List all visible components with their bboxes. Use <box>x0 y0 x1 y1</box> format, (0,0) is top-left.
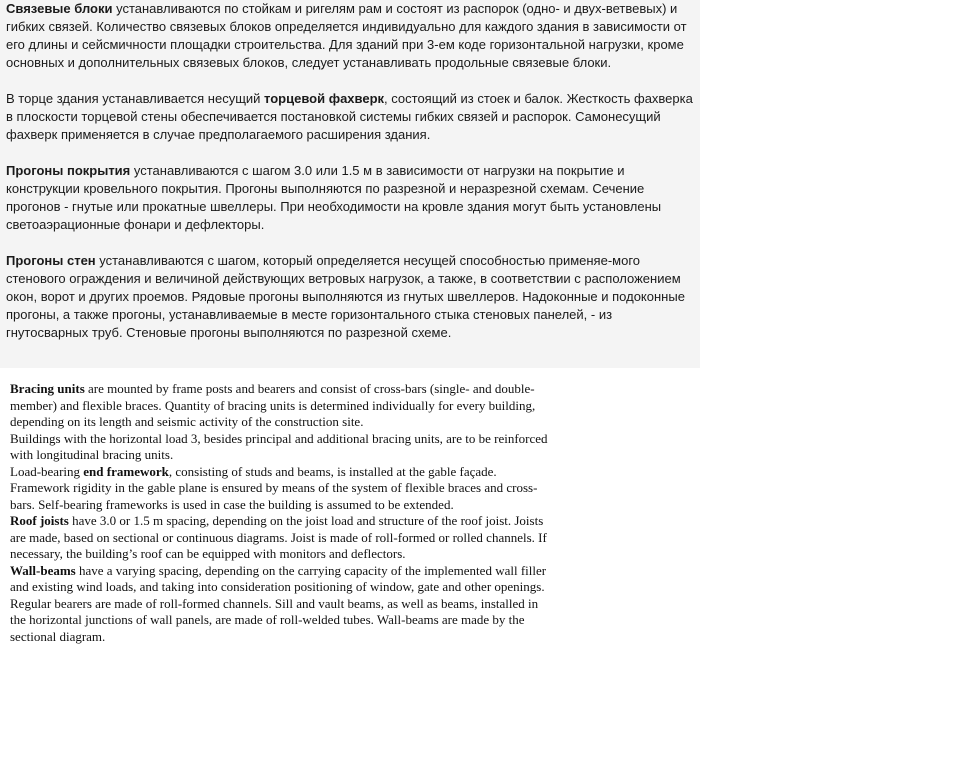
en-paragraph-bracing-units <box>10 381 555 431</box>
ru-paragraph-roof-joists <box>6 162 696 234</box>
ru-text-roof-joists: устанавливаются с шагом 3.0 или 1.5 м в зависимости от нагрузки на покрытие и конструкции кровельного покрытия. Прогоны выполняются по разрезной и неразрезной схемам. Сечение прогонов - гнутые или прокатные швеллеры. При необходимости на кровле здания могут быть установлены светоаэрационные фонари и дефлекторы. <box>6 163 662 232</box>
en-text-end-framework-after: , consisting of studs and beams, is installed at the gable façade. Framework rigidity in the gable plane is ensured by means of the system of flexible braces and cross-bars. Self-bearing frameworks is used in case the building is assumed to be extended. <box>10 463 538 512</box>
en-text-roof-joists: have 3.0 or 1.5 m spacing, depending on the joist load and structure of the roof joist. Joists are made, based on sectional or continuous diagrams. Joist is made of roll-formed or rolled channels. If necessary, the building’s roof can be equipped with monitors and deflectors. <box>10 513 547 561</box>
ru-text-end-framework-before: В торце здания устанавливается несущий <box>6 91 265 106</box>
en-text-end-framework-before: Load-bearing <box>10 463 84 479</box>
en-term-end-framework: end framework <box>83 463 169 479</box>
ru-paragraph-wall-beams <box>6 252 696 342</box>
english-text <box>10 381 555 645</box>
en-text-bracing-units: are mounted by frame posts and bearers and consist of cross-bars (single- and double-member) and flexible braces. Quantity of bracing units is determined individually for every building, depending on its length and seismic activity of the construction site. <box>10 381 536 429</box>
ru-term-bracing-units: Связевые блоки <box>6 1 113 16</box>
en-paragraph-wall-beams <box>10 563 555 646</box>
en-text-wall-beams: have a varying spacing, depending on the carrying capacity of the implemented wall filler and existing wind loads, and taking into consideration positioning of window, gate and other openings. Regular bearers are made of roll-formed channels. Sill and vault beams, as well as beams, installed in the horizontal junctions of wall panels, are made of roll-welded tubes. Wall-beams are made by the sectional diagram. <box>10 562 547 644</box>
ru-paragraph-bracing-units <box>6 0 696 72</box>
en-term-wall-beams: Wall-beams <box>10 562 76 578</box>
en-term-bracing-units: Bracing units <box>10 381 85 396</box>
ru-term-end-framework: торцевой фахверк <box>264 91 385 106</box>
ru-term-wall-beams: Прогоны стен <box>6 253 96 268</box>
en-paragraph-end-framework <box>10 464 555 514</box>
en-term-roof-joists: Roof joists <box>10 513 69 528</box>
ru-term-roof-joists: Прогоны покрытия <box>6 163 131 178</box>
ru-text-end-framework-after: , состоящий из стоек и балок. Жесткость фахверка в плоскости торцевой стены обеспечивается постановкой системы гибких связей и распорок. Самонесущий фахверк применяется в случае предполагаемого расширения здания. <box>6 91 693 142</box>
russian-text <box>6 0 696 360</box>
ru-text-wall-beams: устанавливаются с шагом, который определяется несущей способностью применяе-мого стенового ограждения и величиной действующих ветровых нагрузок, а также, в соответствии с расположением окон, ворот и других проемов. Рядовые прогоны выполняются из гнутых швеллеров. Надоконные и подоконные прогоны, а также прогоны, устанавливаемые в месте горизонтального стыка стеновых панелей, - из гнутосварных труб. Стеновые прогоны выполняются по разрезной схеме. <box>6 253 685 340</box>
en-paragraph-roof-joists <box>10 513 555 563</box>
en-paragraph-horizontal-load <box>10 431 555 464</box>
ru-paragraph-end-framework <box>6 90 696 144</box>
en-text-horizontal-load: Buildings with the horizontal load 3, besides principal and additional bracing units, are to be reinforced with longitudinal bracing units. <box>10 430 548 462</box>
ru-text-bracing-units: устанавливаются по стойкам и ригелям рам и состоят из распорок (одно- и двух-ветвевых) и гибких связей. Количество связевых блоков определяется индивидуально для каждого здания в зависимости от его длины и сейсмичности площадки строительства. Для зданий при 3-ем коде горизонтальной нагрузки, кроме основных и дополнительных связевых блоков, следует устанавливать продольные связевые блоки. <box>6 1 687 70</box>
